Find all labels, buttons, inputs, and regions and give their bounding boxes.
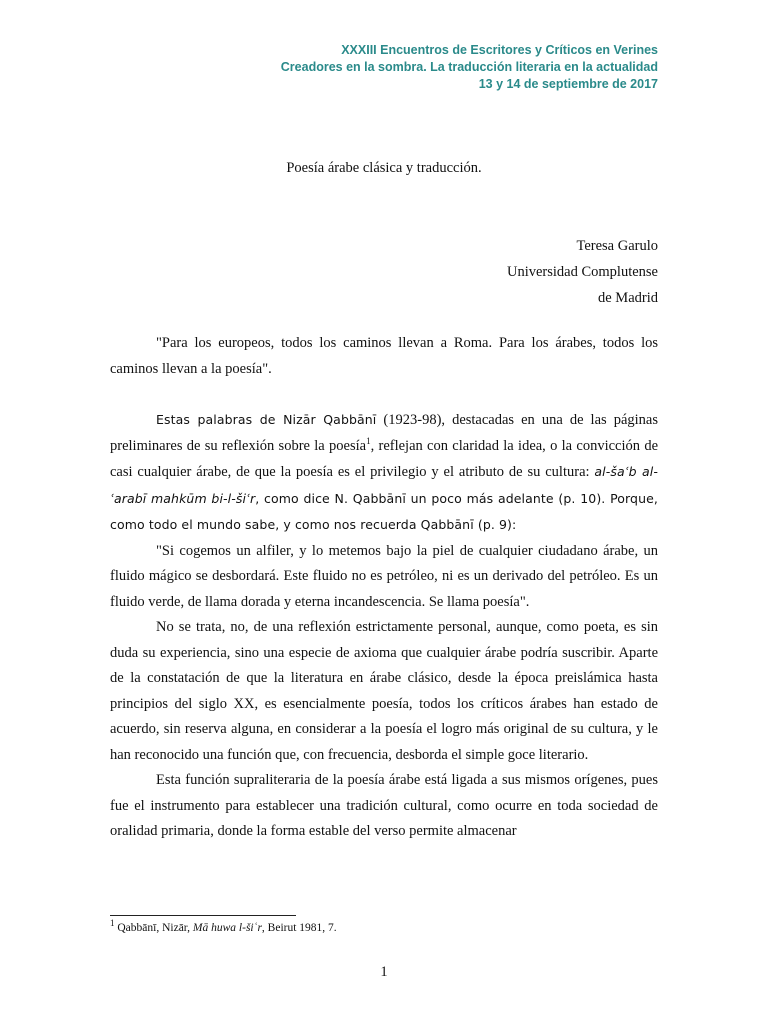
footnote — [110, 918, 337, 934]
author-block — [507, 233, 658, 311]
paragraph-quote: "Si cogemos un alfiler, y lo metemos bajo la piel de cualquier ciudadano árabe, un fluido mágico se desbordará. Este fluido no es petróleo, ni es un derivado del petróleo. Es un fluido verde, de llama dorada y eterna incandescencia. Se llama poesía". — [110, 542, 658, 610]
author-name: Teresa Garulo — [576, 238, 658, 254]
document-title: Poesía árabe clásica y traducción. — [286, 160, 482, 176]
paragraph-intro — [110, 407, 658, 539]
paragraph-intro-text-a: Estas palabras de Nizār Qabbānī — [156, 412, 377, 427]
header-line-1: XXXIII Encuentros de Escritores y Críticos en Verines — [341, 43, 658, 57]
footnote-number: 1 — [110, 918, 115, 929]
header-line-2: Creadores en la sombra. La traducción literaria en la actualidad — [280, 60, 658, 74]
paragraph-epigraph: "Para los europeos, todos los caminos llevan a Roma. Para los árabes, todos los caminos llevan a la poesía". — [110, 335, 658, 377]
arabic-phrase: al-šaʿb al-ʿarabī mahkūm bi-l-šiʿr — [110, 464, 658, 506]
paragraph-intro-text-b: (1923-98), destacadas en una de las páginas preliminares de su reflexión sobre la poesía — [110, 412, 659, 454]
paragraph-axiom: No se trata, no, de una reflexión estrictamente personal, aunque, como poeta, es sin duda su experiencia, sino una especie de axioma que cualquier árabe podría suscribir. Aparte de la constatación de que la literatura en árabe clásico, desde la época preislámica hasta principios del siglo XX, es esencialmente poesía, todos los críticos árabes han estado de acuerdo, sin reserva alguna, en considerar a la poesía el logro más original de su cultura, y le han reconocido una función que, con frecuencia, desborda el simple goce literario. — [110, 619, 658, 763]
footnote-italic-title: Mā huwa l-šiʿr — [192, 922, 262, 934]
author-affiliation-1: Universidad Complutense — [506, 264, 658, 280]
header-line-3: 13 y 14 de septiembre de 2017 — [478, 77, 658, 91]
author-affiliation-2: de Madrid — [598, 290, 658, 306]
document-body — [110, 331, 658, 845]
conference-header — [281, 42, 658, 93]
footnote-text-a: Qabbānī, Nizār, — [114, 922, 193, 934]
footnote-reference[interactable]: 1 — [366, 435, 371, 446]
paragraph-intro-text-c: , reflejan con claridad la idea, o la convicción de casi cualquier árabe, de que la poesía es el privilegio y el atributo de su cultura: — [110, 437, 659, 480]
paragraph-intro-text-d: , como dice N. Qabbānī un poco más adelante (p. 10). Porque, como todo el mundo sabe, y como nos recuerda Qabbānī (p. 9): — [110, 490, 658, 532]
footnote-divider — [110, 915, 296, 916]
paragraph-function: Esta función supraliteraria de la poesía árabe está ligada a sus mismos orígenes, pues fue el instrumento para establecer una tradición cultural, como ocurre en toda sociedad de oralidad primaria, donde la forma estable del verso permite almacenar — [110, 772, 658, 839]
page-number: 1 — [380, 964, 388, 980]
footnote-text-b: , Beirut 1981, 7. — [261, 922, 337, 934]
